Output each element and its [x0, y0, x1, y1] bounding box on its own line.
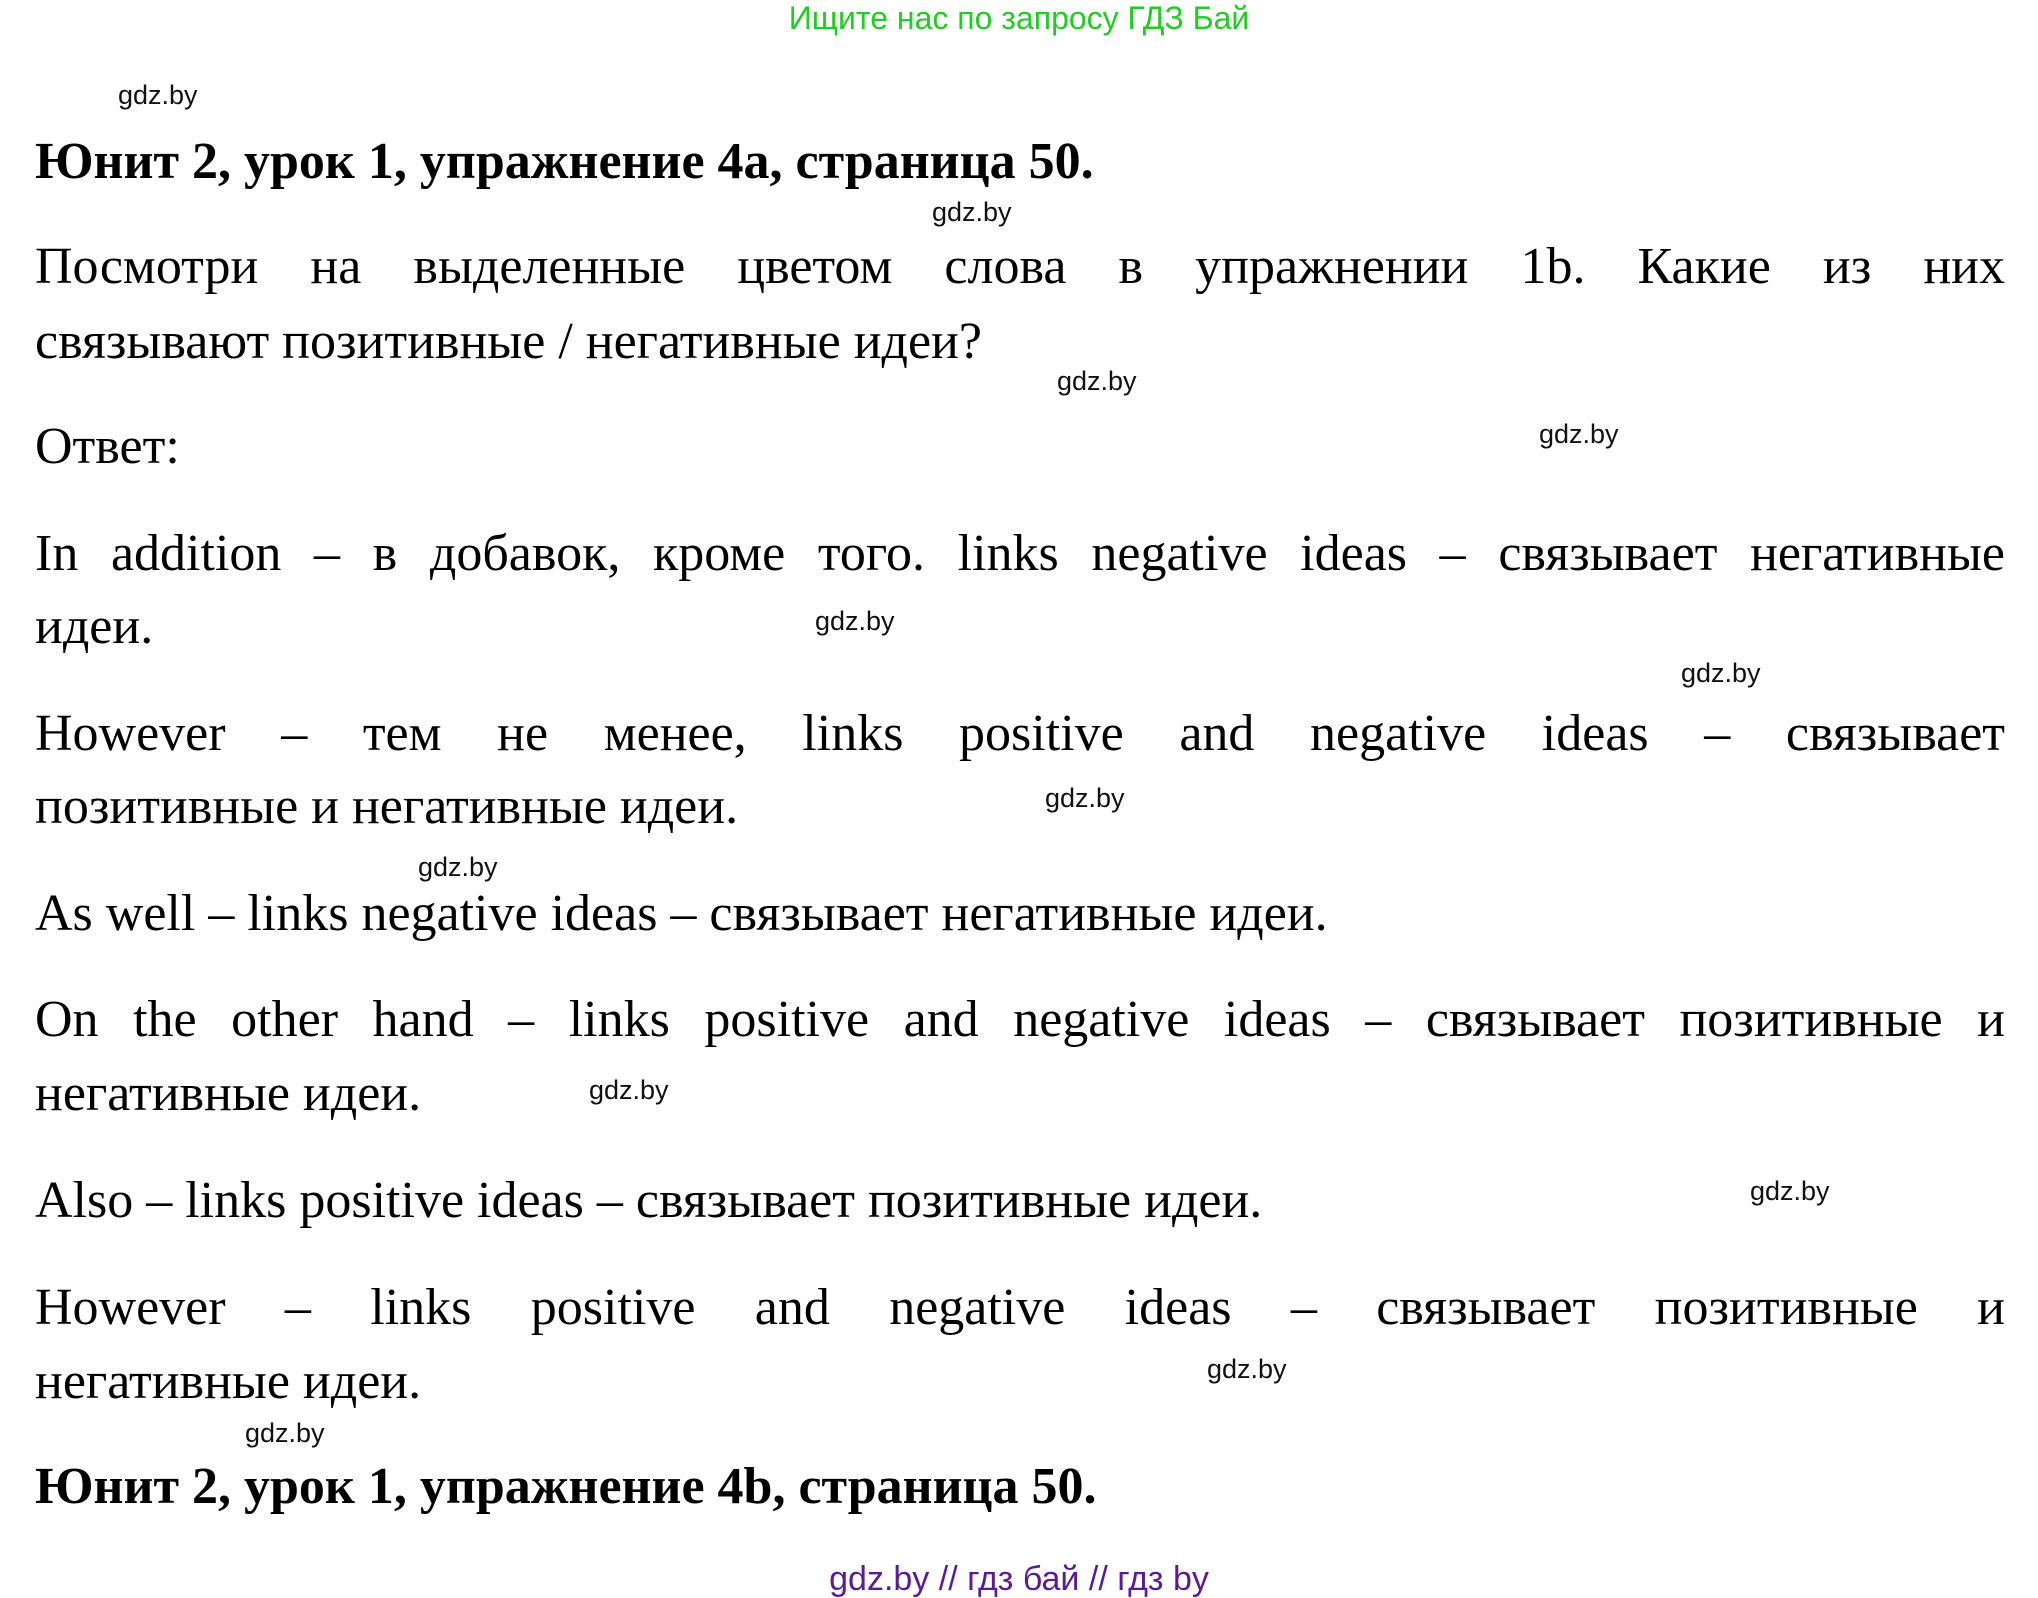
watermark: gdz.by: [1045, 783, 1125, 813]
answer-line: In addition – в добавок, кроме того. links negative ideas – связывает негативные: [35, 525, 2005, 582]
watermark: gdz.by: [1750, 1176, 1830, 1206]
answer-line: идеи.: [35, 598, 154, 655]
watermark: gdz.by: [1539, 419, 1619, 449]
answer-line: негативные идеи.: [35, 1353, 422, 1410]
watermark: gdz.by: [1681, 658, 1761, 688]
answer-label: Ответ:: [35, 418, 180, 475]
answer-line: Also – links positive ideas – связывает позитивные идеи.: [35, 1172, 1263, 1229]
watermark: gdz.by: [815, 606, 895, 636]
answer-line: However – тем не менее, links positive and negative ideas – связывает: [35, 705, 2005, 762]
watermark: gdz.by: [1207, 1354, 1287, 1384]
footer-links[interactable]: gdz.by // гдз бай // гдз by: [829, 1560, 1209, 1598]
exercise-title-4a: Юнит 2, урок 1, упражнение 4а, страница 50.: [35, 133, 1094, 190]
search-banner: Ищите нас по запросу ГДЗ Бай: [788, 0, 1250, 36]
answer-line: As well – links negative ideas – связывает негативные идеи.: [35, 885, 1328, 942]
answer-line: позитивные и негативные идеи.: [35, 778, 739, 835]
watermark: gdz.by: [245, 1418, 325, 1448]
watermark: gdz.by: [932, 197, 1012, 227]
watermark: gdz.by: [418, 852, 498, 882]
question-line: связывают позитивные / негативные идеи?: [35, 313, 982, 370]
answer-line: On the other hand – links positive and negative ideas – связывает позитивные и: [35, 991, 2005, 1048]
question-line: Посмотри на выделенные цветом слова в упражнении 1b. Какие из них: [35, 238, 2005, 295]
exercise-title-4b: Юнит 2, урок 1, упражнение 4b, страница 50.: [35, 1458, 1097, 1515]
watermark: gdz.by: [118, 80, 198, 110]
watermark: gdz.by: [589, 1075, 669, 1105]
watermark: gdz.by: [1057, 366, 1137, 396]
answer-line: негативные идеи.: [35, 1065, 422, 1122]
answer-line: However – links positive and negative ideas – связывает позитивные и: [35, 1279, 2005, 1336]
